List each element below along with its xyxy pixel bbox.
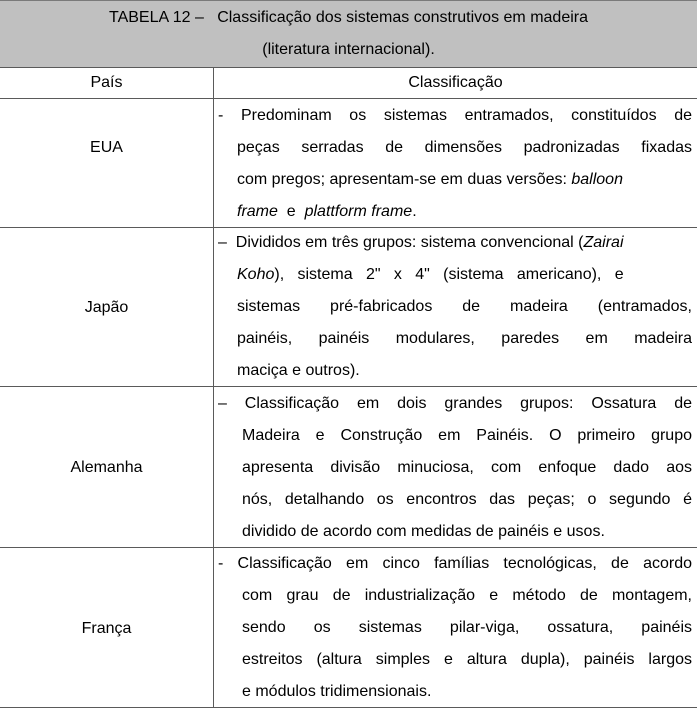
text-line [218,164,692,196]
text-line: - Predominam os sistemas entramados, constituídos de [218,107,692,124]
text-line [218,196,692,228]
text-line: dividido de acordo com medidas de painéis e usos. [242,523,605,540]
text-run-italic: Koho [237,266,275,283]
caption-line-2: (literatura internacional). [262,41,435,58]
text-line: com grau de industrialização e método de montagem, [242,587,692,604]
header-country: País [90,74,123,91]
text-run: – Divididos em três grupos: sistema convencional ( [218,234,584,251]
text-line: nós, detalhando os encontros das peças; o segundo é [242,491,692,508]
text-line: sistemas pré-fabricados de madeira (entramados, [237,298,692,315]
text-line: peças serradas de dimensões padronizadas fixadas [237,139,692,156]
text-run-italic: Zairai [583,234,624,251]
text-run-italic: balloon [571,171,623,188]
classification-cell-eua [218,100,692,228]
country-cell-alemanha: Alemanha [70,459,143,476]
text-line: maciça e outros). [237,362,360,379]
table-caption [0,0,697,67]
text-line [218,227,692,259]
country-cell-eua: EUA [90,139,123,156]
text-run-italic: frame [237,203,278,220]
rule-under-header [0,98,697,99]
text-run: com pregos; apresentam-se em duas versões: [237,171,572,188]
text-line: Madeira e Construção em Painéis. O primeiro grupo [242,427,692,444]
text-run: ), sistema 2" x 4" (sistema americano), e [274,266,624,283]
text-run-italic: plattform frame [304,203,413,220]
caption-line-1: TABELA 12 – Classificação dos sistemas construtivos em madeira [108,9,588,26]
text-run: e [277,203,305,220]
text-line: – Classificação em dois grandes grupos: Ossatura de [218,395,692,412]
text-line: e módulos tridimensionais. [242,683,432,700]
text-line: sendo os sistemas pilar-viga, ossatura, painéis [242,619,692,636]
country-cell-japao: Japão [84,299,129,316]
classification-cell-japao [218,227,692,387]
classification-cell-alemanha [218,388,692,548]
column-divider [213,67,214,708]
classification-cell-franca [218,548,692,708]
text-line: - Classificação em cinco famílias tecnológicas, de acordo [218,555,692,572]
country-cell-franca: França [81,620,132,637]
text-line: painéis, painéis modulares, paredes em madeira [237,330,692,347]
text-run: . [412,203,417,220]
header-classification: Classificação [408,74,503,91]
text-line: apresenta divisão minuciosa, com enfoque dado aos [242,459,692,476]
text-line [218,259,692,291]
text-line: estreitos (altura simples e altura dupla), painéis largos [242,651,692,668]
